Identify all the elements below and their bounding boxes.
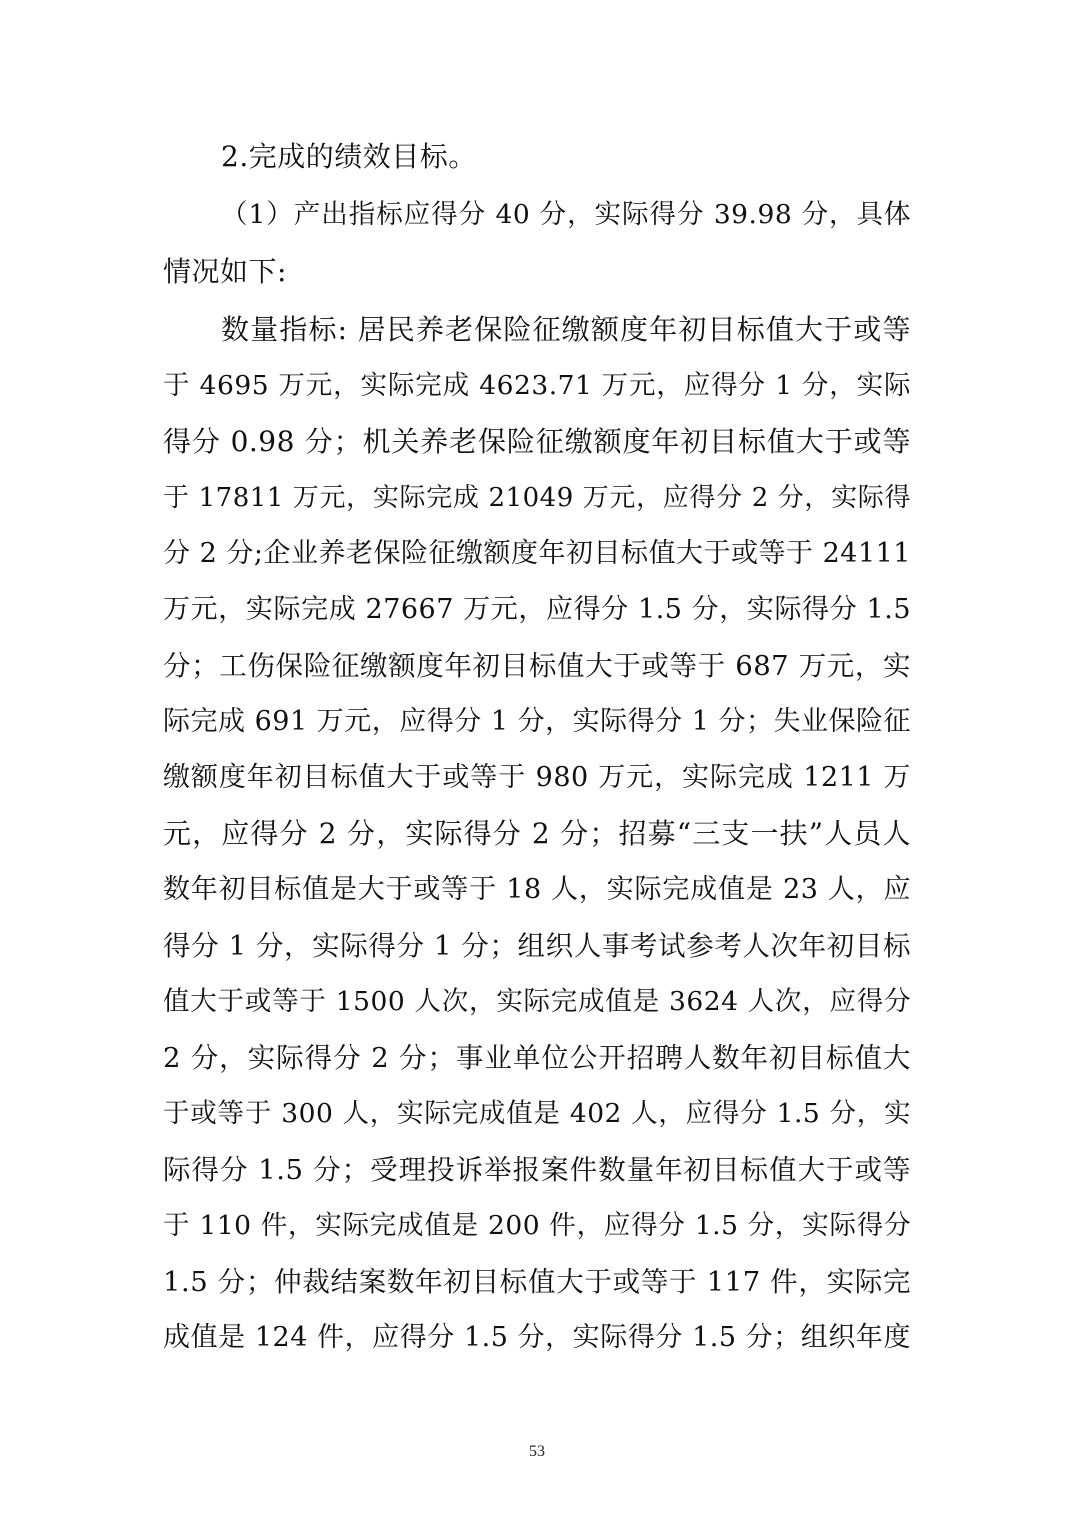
paragraph-line: 万元，实际完成 27667 万元，应得分 1.5 分，实际得分 1.5 (163, 594, 911, 625)
paragraph-line: 得分 0.98 分；机关养老保险征缴额度年初目标值大于或等 (163, 425, 911, 458)
paragraph-line: 1.5 分；仲裁结案数年初目标值大于或等于 117 件，实际完 (163, 1266, 911, 1298)
paragraph-line: 际完成 691 万元，应得分 1 分，实际得分 1 分；失业保险征 (163, 706, 911, 737)
section-heading: 2.完成的绩效目标。 (221, 140, 477, 173)
paragraph-line: （1）产出指标应得分 40 分，实际得分 39.98 分，具体 (221, 199, 911, 230)
paragraph-line: 缴额度年初目标值大于或等于 980 万元，实际完成 1211 万 (163, 762, 911, 793)
paragraph-line: 2 分，实际得分 2 分；事业单位公开招聘人数年初目标值大 (163, 1042, 911, 1074)
paragraph-line: 值大于或等于 1500 人次，实际完成值是 3624 人次，应得分 (163, 986, 911, 1017)
paragraph-line: 于 17811 万元，实际完成 21049 万元，应得分 2 分，实际得 (163, 483, 911, 513)
paragraph-line: 分；工伤保险征缴额度年初目标值大于或等于 687 万元，实 (163, 650, 911, 682)
paragraph-line: 于 110 件，实际完成值是 200 件，应得分 1.5 分，实际得分 (163, 1210, 911, 1241)
paragraph-line: 情况如下: (163, 255, 287, 288)
paragraph-line: 际得分 1.5 分；受理投诉举报案件数量年初目标值大于或等 (163, 1154, 911, 1186)
paragraph-line: 得分 1 分，实际得分 1 分；组织人事考试参考人次年初目标 (163, 930, 911, 962)
paragraph-line: 元，应得分 2 分，实际得分 2 分；招募“三支一扶”人员人 (163, 817, 911, 850)
page-number: 53 (529, 1443, 545, 1460)
paragraph-line: 分 2 分;企业养老保险征缴额度年初目标值大于或等于 24111 (163, 538, 911, 569)
paragraph-line: 数年初目标值是大于或等于 18 人，实际完成值是 23 人，应 (163, 874, 911, 905)
paragraph-line: 成值是 124 件，应得分 1.5 分，实际得分 1.5 分；组织年度 (163, 1322, 911, 1353)
paragraph-line: 于 4695 万元，实际完成 4623.71 万元，应得分 1 分，实际 (163, 370, 911, 401)
paragraph-line: 数量指标: 居民养老保险征缴额度年初目标值大于或等 (221, 313, 911, 346)
paragraph-line: 于或等于 300 人，实际完成值是 402 人，应得分 1.5 分，实 (163, 1098, 911, 1129)
